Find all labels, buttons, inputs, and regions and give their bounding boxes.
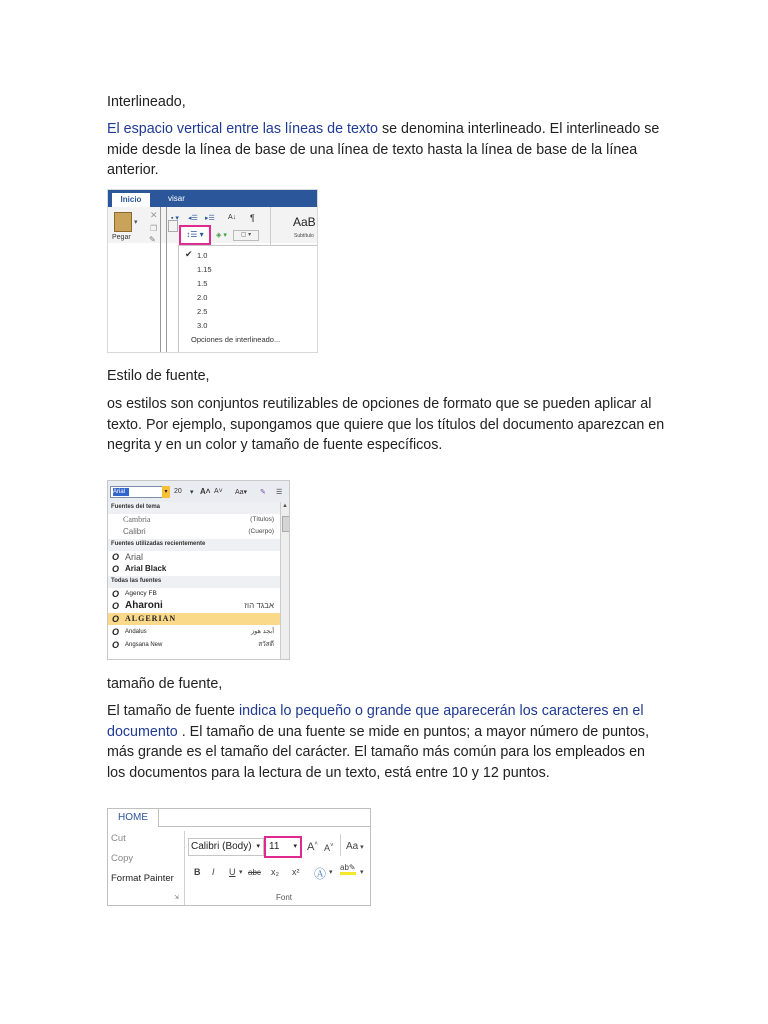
font-list-item[interactable]: Cambria (Títulos) <box>123 515 274 524</box>
italic-button[interactable]: I <box>212 867 215 877</box>
font-size-input[interactable]: 11 ▾ <box>264 836 302 858</box>
spacing-option[interactable]: 1.0 <box>197 251 208 260</box>
copy-icon[interactable]: ❐ <box>150 224 158 233</box>
bold-button[interactable]: B <box>194 867 201 877</box>
divider <box>158 826 371 827</box>
paragraph-text: El tamaño de fuente <box>107 703 239 719</box>
home-ribbon-screenshot <box>107 808 371 906</box>
chevron-down-icon: ▾ <box>293 843 297 850</box>
size-dropdown-icon[interactable]: ▾ <box>190 489 194 496</box>
spacing-option[interactable]: 1.5 <box>197 279 208 288</box>
superscript-button[interactable]: x² <box>292 867 300 877</box>
paste-label: Pegar <box>112 234 131 241</box>
text-effects-dropdown-icon[interactable]: ▾ <box>329 869 333 876</box>
text-effects-icon[interactable]: Ⓐ <box>314 867 327 881</box>
pilcrow-icon[interactable]: ¶ <box>250 213 255 223</box>
opentype-icon: O <box>112 640 120 650</box>
divider <box>160 207 161 353</box>
font-list-item[interactable]: Calibri (Cuerpo) <box>123 527 274 536</box>
font-size-value[interactable]: 20 <box>174 488 182 495</box>
opentype-icon: O <box>112 614 120 624</box>
scroll-thumb[interactable] <box>282 516 290 532</box>
opentype-icon: O <box>112 627 120 637</box>
heading-estilo: Estilo de fuente, <box>107 368 210 384</box>
font-name-value: Arial <box>113 488 129 496</box>
font-list <box>108 502 280 660</box>
font-list-item[interactable]: O Andalus أبجد هوز <box>112 627 274 637</box>
clipboard-icon[interactable] <box>114 212 132 232</box>
shrink-font-icon[interactable]: A˅ <box>214 488 223 495</box>
cut-icon[interactable]: ✕ <box>150 210 158 220</box>
spacing-option[interactable]: 3.0 <box>197 321 208 330</box>
divider <box>270 207 271 247</box>
sort-icon[interactable]: A↓ <box>228 214 237 221</box>
dialog-launcher-icon[interactable]: ⇲ <box>174 895 180 901</box>
font-group-header: Fuentes utilizadas recientemente <box>108 539 283 551</box>
opentype-icon: O <box>112 564 120 574</box>
heading-tamano: tamaño de fuente, <box>107 676 223 692</box>
line-spacing-button[interactable]: ↕☰ ▾ <box>179 225 211 245</box>
paragraph-tamano <box>107 701 667 783</box>
highlighted-phrase: indica lo pequeño o grande que aparecerán los caracteres en el documento <box>107 703 644 740</box>
clear-format-icon[interactable]: ✎ <box>260 489 266 496</box>
grow-font-icon[interactable]: A˄ <box>200 487 211 496</box>
underline-button[interactable]: U <box>229 867 236 877</box>
font-name-input[interactable]: Calibri (Body) ▾ <box>188 838 264 856</box>
grow-font-button[interactable]: A˄ <box>307 841 318 853</box>
shading-icon[interactable]: ◈ ▾ <box>216 232 227 239</box>
paragraph-estilo: os estilos son conjuntos reutilizables de opciones de formato que se pueden aplicar al texto. Por ejemplo, supongamos que quiere que los títulos del documento aparezcan en negrita y en un color y tamaño de fuente específicos. <box>107 396 665 453</box>
copy-button[interactable]: Copy <box>111 853 134 864</box>
format-painter-icon[interactable]: ✎ <box>149 235 156 244</box>
divider <box>340 834 341 856</box>
chevron-down-icon: ▾ <box>256 843 260 850</box>
tab-inicio[interactable]: Inicio <box>112 193 150 207</box>
tab-revisar[interactable]: visar <box>168 194 185 203</box>
change-case-button[interactable]: Aa ▾ <box>346 841 364 852</box>
increase-indent-icon[interactable]: ▸☰ <box>205 215 215 222</box>
font-group-header: Todas las fuentes <box>108 576 283 588</box>
line-spacing-options-link[interactable]: Opciones de interlineado... <box>191 335 281 344</box>
list-icon[interactable]: ☰ <box>276 489 283 496</box>
highlight-dropdown-icon[interactable]: ▾ <box>360 869 364 876</box>
paragraph-text: se denomina interlineado. El interlineado se mide desde la línea de base de una línea de texto hasta la línea de base de la línea anterior. <box>107 121 660 178</box>
font-list-item[interactable]: O Arial <box>112 552 144 562</box>
font-name-input[interactable] <box>110 486 170 498</box>
highlighted-phrase: El espacio vertical entre las líneas de texto <box>107 121 378 137</box>
divider <box>166 207 167 353</box>
change-case-icon[interactable]: Aa▾ <box>235 489 248 496</box>
bullets-dropdown-icon[interactable]: ▪ ▾ <box>171 215 179 222</box>
font-list-item-selected[interactable]: O ALGERIAN <box>108 613 280 625</box>
scroll-up-icon[interactable]: ▲ <box>282 503 288 509</box>
heading-interlineado: Interlineado, <box>107 94 186 110</box>
strikethrough-button[interactable]: abc <box>248 868 261 877</box>
spacing-option[interactable]: 2.5 <box>197 307 208 316</box>
scrollbar[interactable] <box>280 502 290 660</box>
spacing-option[interactable]: 1.15 <box>197 265 212 274</box>
font-list-item[interactable]: O Aharoni אבגד הוז <box>112 600 274 611</box>
paragraph-interlineado <box>107 119 667 181</box>
opentype-icon: O <box>112 552 120 562</box>
font-list-item[interactable]: O Agency FB <box>112 589 157 599</box>
font-dropdown-icon[interactable]: ▾ <box>162 486 170 498</box>
borders-icon[interactable]: ▢ ▾ <box>233 230 259 241</box>
check-icon: ✔ <box>185 249 193 259</box>
tab-home[interactable]: HOME <box>108 809 159 827</box>
line-spacing-screenshot <box>107 189 318 353</box>
cut-button[interactable]: Cut <box>111 833 126 844</box>
font-group-header: Fuentes del tema <box>108 502 283 514</box>
font-list-item[interactable]: O Angsana New สวัสดี <box>112 640 274 650</box>
opentype-icon: O <box>112 589 120 599</box>
style-preview[interactable]: AaB <box>293 215 316 229</box>
subscript-button[interactable]: x₂ <box>271 867 279 877</box>
line-spacing-menu <box>178 245 318 353</box>
highlight-color-icon[interactable]: ab✎ <box>340 863 356 875</box>
spacing-option[interactable]: 2.0 <box>197 293 208 302</box>
shrink-font-button[interactable]: A˅ <box>324 843 334 853</box>
paste-dropdown-icon[interactable]: ▾ <box>134 219 138 226</box>
font-group-label: Font <box>276 893 293 902</box>
style-preview-label: Subtítulo <box>294 233 314 239</box>
underline-dropdown-icon[interactable]: ▾ <box>239 869 243 876</box>
font-list-screenshot <box>107 480 290 660</box>
decrease-indent-icon[interactable]: ◂☰ <box>188 215 198 222</box>
font-list-item[interactable]: O Arial Black <box>112 564 167 574</box>
paragraph-text: . El tamaño de una fuente se mide en puntos; a mayor número de puntos, más grande es el tamaño del carácter. El tamaño más común para los empleados en los documentos para la lectura de un texto, está entre 10 y 12 puntos. <box>107 723 650 781</box>
format-painter-button[interactable]: Format Painter <box>111 873 174 884</box>
divider <box>184 831 185 905</box>
opentype-icon: O <box>112 601 120 611</box>
ribbon-body <box>108 207 317 243</box>
